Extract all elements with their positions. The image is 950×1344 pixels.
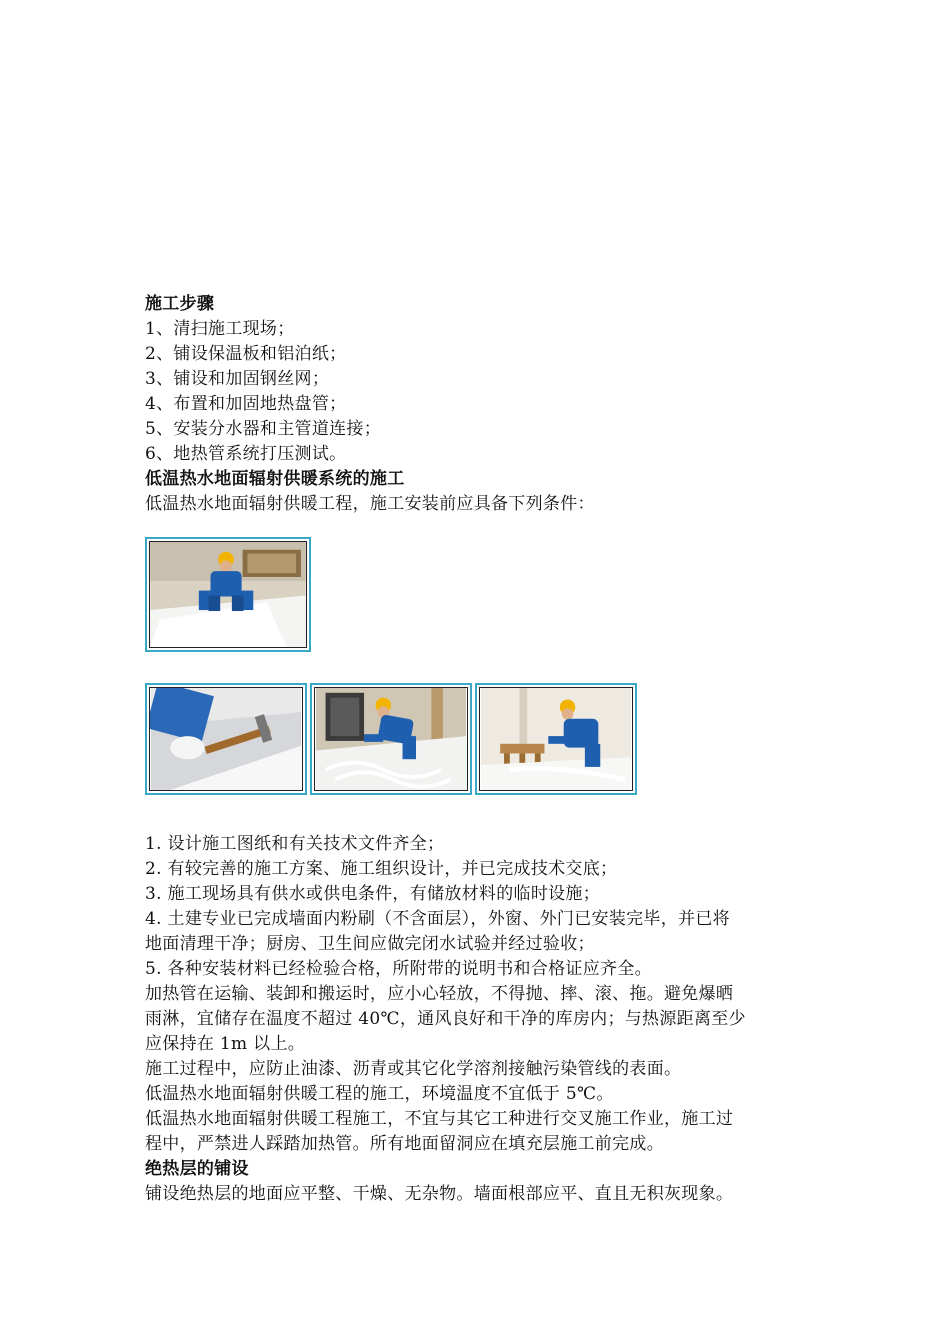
condition-line: 4. 土建专业已完成墙面内粉刷（不含面层），外窗、外门已安装完毕，并已将 (145, 909, 730, 929)
step-item: 1、清扫施工现场； (145, 319, 295, 339)
step-item: 3、铺设和加固钢丝网； (145, 369, 330, 389)
construction-intro: 低温热水地面辐射供暖工程，施工安装前应具备下列条件： (145, 494, 595, 514)
steps-heading: 施工步骤 (145, 294, 215, 314)
step-item: 2、铺设保温板和铝泊纸； (145, 344, 347, 364)
steps-section (145, 292, 825, 517)
photo-worker-laying-insulation (145, 537, 311, 652)
note-line: 施工过程中，应防止油漆、沥青或其它化学溶剂接触污染管线的表面。 (145, 1059, 682, 1079)
insulation-text: 铺设绝热层的地面应平整、干燥、无杂物。墙面根部应平、直且无积灰现象。 (145, 1184, 734, 1204)
photo-row-2 (145, 683, 637, 795)
photo-installing-manifold (475, 683, 637, 795)
condition-line: 地面清理干净；厨房、卫生间应做完闭水试验并经过验收； (145, 934, 595, 954)
construction-heading: 低温热水地面辐射供暖系统的施工 (145, 469, 405, 489)
note-line: 低温热水地面辐射供暖工程的施工，环境温度不宜低于 5℃。 (145, 1084, 614, 1104)
note-line: 应保持在 1m 以上。 (145, 1034, 306, 1054)
condition-line: 2. 有较完善的施工方案、施工组织设计，并已完成技术交底； (145, 859, 618, 879)
hand-hammering-board-icon (149, 687, 303, 791)
photo-row-1 (145, 537, 311, 652)
conditions-section (145, 832, 825, 1207)
condition-line: 5. 各种安装材料已经检验合格，所附带的说明书和合格证应齐全。 (145, 959, 652, 979)
note-line: 加热管在运输、装卸和搬运时，应小心轻放，不得抛、摔、滚、拖。避免爆晒 (145, 984, 734, 1004)
worker-laying-insulation-board-icon (149, 541, 307, 648)
note-line: 程中，严禁进人踩踏加热管。所有地面留洞应在填充层施工前完成。 (145, 1134, 664, 1154)
worker-installing-manifold-icon (479, 687, 633, 791)
worker-fixing-pipes-icon (314, 687, 468, 791)
insulation-heading: 绝热层的铺设 (145, 1159, 249, 1179)
step-item: 6、地热管系统打压测试。 (145, 444, 347, 464)
note-line: 低温热水地面辐射供暖工程施工，不宜与其它工种进行交叉施工作业，施工过 (145, 1109, 734, 1129)
step-item: 4、布置和加固地热盘管； (145, 394, 347, 414)
note-line: 雨淋，宜储存在温度不超过 40℃，通风良好和干净的库房内；与热源距离至少 (145, 1009, 746, 1029)
step-item: 5、安装分水器和主管道连接； (145, 419, 382, 439)
photo-fixing-pipes (310, 683, 472, 795)
photo-hammering (145, 683, 307, 795)
condition-line: 1. 设计施工图纸和有关技术文件齐全； (145, 834, 445, 854)
condition-line: 3. 施工现场具有供水或供电条件，有储放材料的临时设施； (145, 884, 601, 904)
